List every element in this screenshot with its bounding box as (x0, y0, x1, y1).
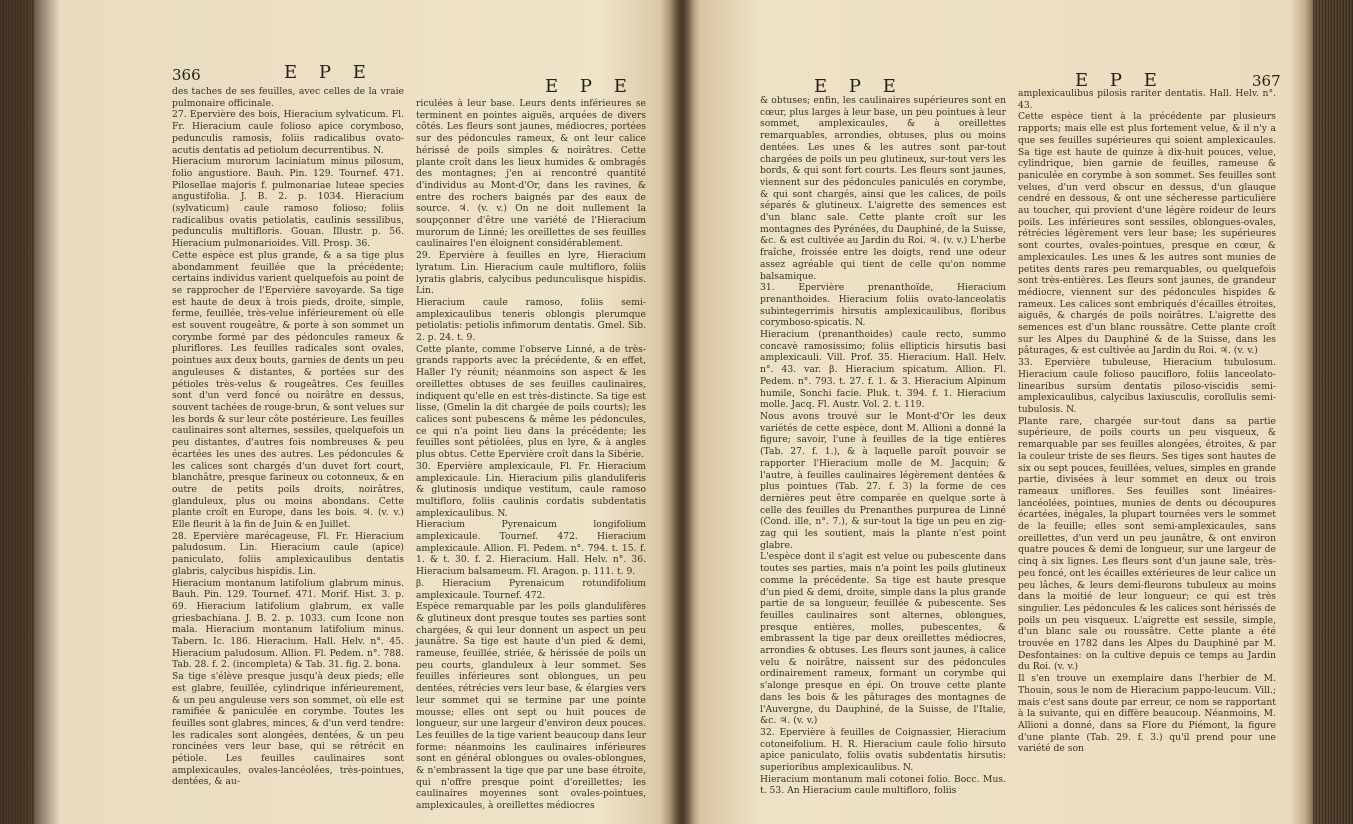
right-page (682, 0, 1322, 824)
left-column-1-text: des taches de ses feuilles, avec celles de la vraie pulmonaire officinale. 27. Epervière des bois, Hieracium sylvaticum. Fl. Fr. Hieracium caule folioso apice corymboso, pedunculis ramosis, foliis radicalibus ovato-acutis dentatis ad petiolum decurrentibus. N. Hieracium murorum laciniatum minus pilosum, folio angustiore. Bauh. Pin. 129. Tournef. 471. Pilosellae majoris f. pulmonariae luteae species angustifolia. J. B. 2. p. 1034. Hieracium (sylvaticum) caule ramoso folioso; foliis radicalibus ovatis petiolatis, caulinis sessilibus, pedunculis multifloris. Gouan. Illustr. p. 56. Hieracium pulmonarioides. Vill. Prosp. 36. Cette espèce est plus grande, & a sa tige plus abondamment feuillée que la précédente; certains individus varient quelquefois au point de se rapprocher de l'Epervière savoyarde. Sa tige est haute de deux à trois pieds, droite, simple, ferme, feuillée, très-velue inférieurement où elle est souvent rougeâtre, & porte à son sommet un corymbe formé par des pédoncules rameux & pluriflores. Les feuilles radicales sont ovales, pointues aux deux bouts, garnies de dents un peu anguleuses & distantes, & portées sur des pétioles très-velus & rougeâtres. Ces feuilles sont d'un verd foncé ou noirâtre en dessus, souvent tachées de rouge-brun, & sont velues sur les bords & sur leur côte postérieure. Les feuilles caulinaires sont alternes, sessiles, quelquefois un peu distantes, d'autres fois nombreuses & peu écartées les unes des autres. Les pédoncules & les calices sont chargés d'un duvet fort court, blanchâtre, presque farineux ou cotonneux, & en outre de petits poils droits, noirâtres, glanduleux, plus ou moins abondans. Cette plante croît en Europe, dans les bois. ♃. (v. v.) Elle fleurit à la fin de Juin & en Juillet. 28. Epervière marécageuse, Fl. Fr. Hieracium paludosum. Lin. Hieracium caule (apice) paniculato, foliis amplexicaulibus dentatis glabris, calycibus hispidis. Lin. Hieracium montanum latifolium glabrum minus. Bauh. Pin. 129. Tournef. 471. Morif. Hist. 3. p. 69. Hieracium latifolium glabrum, ex valle griesbachiana. J. B. 2. p. 1033. cum Icone non mala. Hieracium montanum latifolium minus. Tabern. Ic. 186. Hieracium. Hall. Helv. n°. 45. Hieracium paludosum. Allion. Fl. Pedem. n°. 788. Tab. 28. f. 2. (incompleta) & Tab. 31. fig. 2. bona. Sa tige s'élève presque jusqu'à deux pieds; elle est glabre, feuillée, cylindrique inférieurement, & un peu anguleuse vers son sommet, où elle est ramifiée & paniculée en corymbe. Toutes les feuilles sont glabres, minces, & d'un verd tendre: les radicales sont alongées, dentées, & un peu roncinées vers leur base, qui se rétrécit en pétiole. Les feuilles caulinaires sont amplexicaules, ovales-lancéolées, très-pointues, dentées, & au- (172, 86, 404, 788)
right-running-head-1: E P E (814, 76, 904, 97)
right-running-head-2: E P E (1075, 70, 1165, 91)
left-page-number: 366 (172, 66, 201, 84)
right-column-2-text: amplexicaulibus pilosis rariter dentatis. Hall. Helv. n°. 43. Cette espèce tient à la précédente par plusieurs rapports; mais elle est plus fortement velue, & il n'y a que ses feuilles supérieures qui soient amplexicaules. Sa tige est haute de quinze à dix-huit pouces, velue, cylindrique, bien garnie de feuilles, rameuse & paniculée en corymbe à son sommet. Ses feuilles sont velues, d'un verd obscur en dessus, d'un glauque cendré en dessous, & ont une sécheresse particulière au toucher, qui provient d'une légère roideur de leurs poils. Les inférieures sont sessiles, oblongues-ovales, rétrécies légèrement vers leur base; les supérieures sont courtes, ovales-pointues, presque en cœur, & amplexicaules. Les unes & les autres sont munies de petites dents rares peu remarquables, ou quelquefois sont très-entières. Les fleurs sont jaunes, de grandeur médiocre, viennent sur des pédoncules hispides & rameux. Les calices sont embriqués d'écailles étroites, aiguës, & chargés de poils noirâtres. L'aigrette des semences est d'un blanc roussâtre. Cette plante croît sur les Alpes du Dauphiné & de la Suisse, dans les pâturages, & est cultivée au Jardin du Roi. ♃. (v. v.) 33. Epervière tubuleuse, Hieracium tubulosum. Hieracium caule folioso paucifloro, foliis lanceolato-linearibus sursùm dentatis piloso-viscidis semi-amplexicaulibus, calycibus laxiusculis, corollulis semi-tubulosis. N. Plante rare, chargée sur-tout dans sa partie supérieure, de poils courts un peu visqueux, & remarquable par ses feuilles alongées, étroites, & par la couleur triste de ses fleurs. Ses tiges sont hautes de six ou sept pouces, feuillées, velues, simples en grande partie, divisées à leur sommet en deux ou trois rameaux uniflores. Ses feuilles sont linéaires-lancéolées, pointues, munies de dents ou découpures écartées, inégales, la plupart tournées vers le sommet de la feuille; elles sont semi-amplexicaules, sans oreillettes, d'un verd un peu jaunâtre, & ont environ quatre pouces & demi de longueur, sur une largeur de cinq à six lignes. Les fleurs sont d'un jaune sale, très-peu foncé, ont les écailles extérieures de leur calice un peu lâches, & leurs demi-fleurons tubuleux au moins dans la moitié de leur longueur; ce qui est très singulier. Les pédoncules & les calices sont hérissés de poils un peu visqueux. L'aigrette est sessile, simple, d'un blanc sale ou roussâtre. Cette plante a été trouvée en 1782 dans les Alpes du Dauphiné par M. Desfontaines: on la cultive depuis ce temps au Jardin du Roi. (v. v.) Il s'en trouve un exemplaire dans l'herbier de M. Thouin, sous le nom de Hieracium pappo-leucum. Vill.; mais c'est sans doute par erreur, ce nom se rapportant à la suivante, qui en diffère beaucoup. Néanmoins, M. Allioni a donné, dans sa Flore du Piémont, la figure d'une plante (Tab. 29. f. 3.) qu'il prend pour une variété de son (1018, 88, 1276, 755)
right-column-1-text: & obtuses; enfin, les caulinaires supérieures sont en cœur, plus larges à leur base, un peu pointues à leur sommet, amplexicaules, & à oreillettes remarquables, arrondies, obtuses, plus ou moins dentées. Les unes & les autres sont par-tout chargées de poils un peu glutineux, sur-tout vers les bords, & qui sont fort courts. Les fleurs sont jaunes, viennent sur des pédoncules paniculés en corymbe, & qui sont chargés, ainsi que les calices, de poils séparés & glutineux. L'aigrette des semences est d'un blanc sale. Cette plante croît sur les montagnes des Pyrénées, du Dauphiné, de la Suisse, &c. & est cultivée au Jardin du Roi. ♃. (v. v.) L'herbe fraîche, froissée entre les doigts, rend une odeur assez agréable qui tient de celle qu'on nomme balsamique. 31. Epervière prenanthoïde, Hieracium prenanthoides. Hieracium foliis ovato-lanceolatis subintegerrimis hirsutis amplexicaulibus, floribus corymboso-spicatis. N. Hieracium (prenanthoides) caule recto, summo concavè ramosissimo; foliis ellipticis hirsutis basi amplexicauli. Vill. Prof. 35. Hieracium. Hall. Helv. n°. 43. var. β. Hieracium spicatum. Allion. Fl. Pedem. n°. 793. t. 27. f. 1. & 3. Hieracium Alpinum humile, Sonchi facie. Pluk. t. 394. f. 1. Hieracium molle. Jacq. Fl. Austr. Vol. 2. t. 119. Nous avons trouvé sur le Mont-d'Or les deux variétés de cette espèce, dont M. Allioni a donné la figure; savoir, l'une à feuilles de la tige entières (Tab. 27. f. 1.), & à laquelle paroît pouvoir se rapporter l'Hieracium molle de M. Jacquin; & l'autre, à feuilles caulinaires légèrement dentées & plus pointues (Tab. 27. f. 3) la forme de ces dernières peut être comparée en quelque sorte à celle des feuilles du Prenanthes purpurea de Linné (Cond. ille, n°. 7.), & sur-tout la tige un peu en zig-zag qui les soutient, mais la plante n'est point glabre. L'espèce dont il s'agit est velue ou pubescente dans toutes ses parties, mais n'a point les poils glutineux comme la précédente. Sa tige est haute presque d'un pied & demi, droite, simple dans la plus grande partie de sa longueur, feuillée & pubescente. Ses feuilles caulinaires sont alternes, oblongues, presque entières, molles, pubescentes, & embrassent la tige par deux oreillettes médiocres, arrondies & obtuses. Les fleurs sont jaunes, à calice velu & noirâtre, naissent sur des pédoncules ordinairement rameux, formant un corymbe qui s'alonge presque en épi. On trouve cette plante dans les bois & les pâturages des montagnes de l'Auvergne, du Dauphiné, de la Suisse, de l'Italie, &c. ♃. (v. v.) 32. Epervière à feuilles de Coignassier, Hieracium cotoneifolium. H. R. Hieracium caule folio hirsuto apice paniculato, foliis ovatis subdentatis hirsutis: superioribus amplexicaulibus. N. Hieracium montanum mali cotonei folio. Bocc. Mus. t. 53. An Hieracium caule multifloro, foliis (760, 95, 1006, 797)
left-running-head-1: E P E (284, 62, 374, 83)
right-column-1 (760, 95, 1006, 797)
left-page (40, 0, 680, 824)
left-page-edges (0, 0, 34, 824)
left-column-2-text: riculées à leur base. Leurs dents inférieures se terminent en pointes aiguës, arquées de divers côtés. Les fleurs sont jaunes, médiocres, portées sur des pédoncules rameux, & ont leur calice hérissé de poils simples & noirâtres. Cette plante croît dans les lieux humides & ombragés des montagnes; j'en ai rencontré quantité d'individus au Mont-d'Or, dans les ravines, & entre des rochers baignés par des eaux de source. ♃. (v. v.) On ne doit nullement la soupçonner d'être une variété de l'Hieracium murorum de Linné; les oreillettes de ses feuilles caulinaires l'en éloignent considérablement. 29. Epervière à feuilles en lyre, Hieracium lyratum. Lin. Hieracium caule multifloro, foliis lyratis glabris, calycibus pedunculisque hispidis. Lin. Hieracium caule ramoso, foliis semi-amplexicaulibus teneris oblongis plerumque petiolatis: petiolis infimorum dentatis. Gmel. Sib. 2. p. 24. t. 9. Cette plante, comme l'observe Linné, a de très-grands rapports avec la précédente, & en effet, Haller l'y réunit; néanmoins son aspect & les oreillettes obtuses de ses feuilles caulinaires, indiquent qu'elle en est très-distincte. Sa tige est lisse, (Gmelin la dit chargée de poils courts); les calices sont pubescens & même les pédoncules, ce qui n'a point lieu dans la précédente; les feuilles sont pétiolées, plus en lyre, & à angles plus obtus. Cette Epervière croît dans la Sibérie. 30. Epervière amplexicaule, Fl. Fr. Hieracium amplexicaule. Lin. Hieracium pilis glanduliferis & glutinosis undique vestitum, caule ramoso multifloro, foliis caulinis cordatis subdentatis amplexicaulibus. N. Hieracium Pyrenaicum longifolium amplexicaule. Tournef. 472. Hieracium amplexicaule. Allion. Fl. Pedem. n°. 794. t. 15. f. 1. & t. 30. f. 2. Hieracium. Hall. Helv. n°. 36. Hieracium balsameum. Fl. Aragon. p. 111. t. 9. β. Hieracium Pyrenaicum rotundifolium amplexicaule. Tournef. 472. Espèce remarquable par les poils glandulifères & glutineux dont presque toutes ses parties sont chargées, & qui leur donnent un aspect un peu jaunâtre. Sa tige est haute d'un pied & demi, rameuse, feuillée, striée, & hérissée de poils un peu courts, glanduleux à leur sommet. Ses feuilles inférieures sont oblongues, un peu dentées, rétrécies vers leur base, & élargies vers leur sommet qui se termine par une pointe mousse; elles ont sept ou huit pouces de longueur, sur une largeur d'environ deux pouces. Les feuilles de la tige varient beaucoup dans leur forme: néanmoins les caulinaires inférieures sont en général oblongues ou ovales-oblongues, & n'embrassent la tige que par une base étroite, qui n'offre presque point d'oreillettes; les caulinaires moyennes sont ovales-pointues, amplexicaules, à oreillettes médiocres (416, 98, 646, 812)
right-column-2 (1018, 88, 1276, 768)
left-column-2 (416, 98, 646, 812)
left-running-head-2: E P E (545, 76, 635, 97)
left-column-1 (172, 86, 404, 788)
right-page-number: 367 (1252, 72, 1281, 90)
